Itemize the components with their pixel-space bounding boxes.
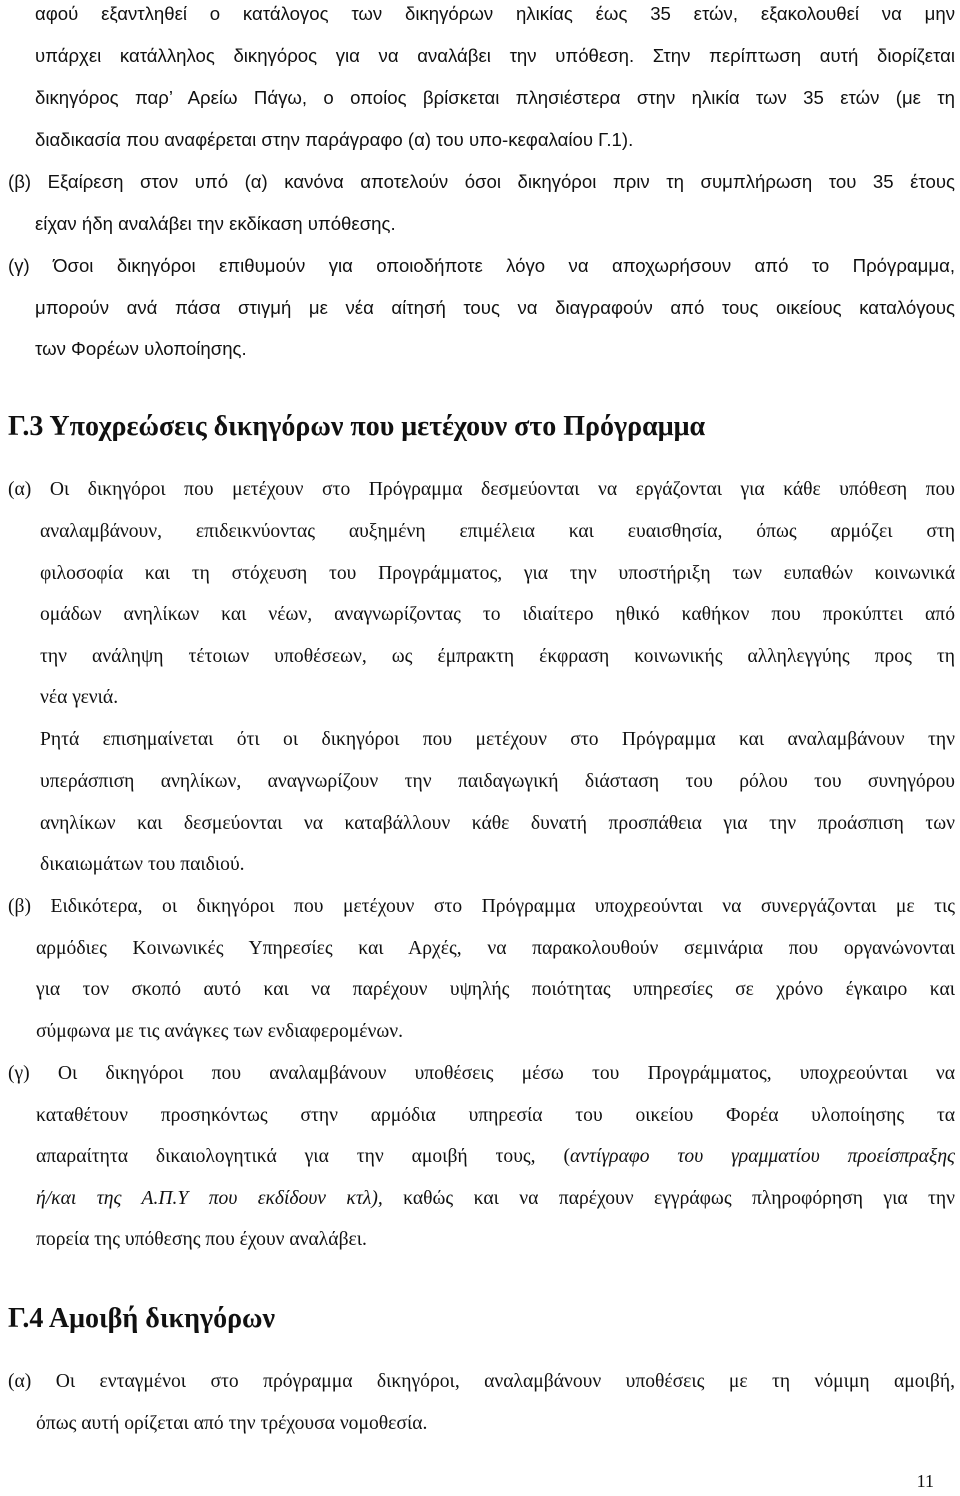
intro-line-3: δικηγόρος παρ’ Αρείω Πάγω, ο οποίος βρίσκεται πλησιέστερα στην ηλικία των 35 ετών (με τη [35, 87, 955, 108]
intro-line-2: υπάρχει κατάλληλος δικηγόρος για να αναλάβει την υπόθεση. Στην περίπτωση αυτή διορίζεται [35, 45, 955, 66]
g4-a-line-1: (α) Οι ενταγμένοι στο πρόγραμμα δικηγόροι, αναλαμβάνουν υποθέσεις με τη νόμιμη αμοιβή, [8, 1371, 955, 1392]
g3-b-line-4: σύμφωνα με τις ανάγκες των ενδιαφερομένων. [36, 1021, 403, 1042]
g3-a-line-4: ομάδων ανηλίκων και νέων, αναγνωρίζοντας το ιδιαίτερο ηθικό καθήκον που προκύπτει από [40, 604, 955, 625]
g3-c-line-4 [36, 1187, 955, 1211]
g3-c-line-4-text: καθώς και να παρέχουν εγγράφως πληροφόρηση για την [382, 1188, 956, 1209]
g3-b-line-3: για τον σκοπό αυτό και να παρέχουν υψηλής ποιότητας υπηρεσίες σε χρόνο έγκαιρο και [36, 979, 955, 1000]
g3-a-line-5: την ανάληψη τέτοιων υποθέσεων, ως έμπρακτη έκφραση κοινωνικής αλληλεγγύης προς τη [40, 646, 955, 667]
para-c-line-1: (γ) Όσοι δικηγόροι επιθυμούν για οποιοδήποτε λόγο να αποχωρήσουν από το Πρόγραμμα, [8, 255, 955, 276]
intro-line-1: αφού εξαντληθεί ο κατάλογος των δικηγόρων ηλικίας έως 35 ετών, εξακολουθεί να μην [35, 3, 955, 24]
section-g3-title: Γ.3 Υποχρεώσεις δικηγόρων που μετέχουν στο Πρόγραμμα [8, 411, 706, 442]
g3-b-line-1: (β) Ειδικότερα, οι δικηγόροι που μετέχουν στο Πρόγραμμα υποχρεούνται να συνεργάζονται με τις [8, 896, 955, 917]
g3-c-line-2: καταθέτουν προσηκόντως στην αρμόδια υπηρεσία του οικείου Φορέα υλοποίησης τα [36, 1105, 955, 1126]
g3-c-line-3 [36, 1145, 955, 1169]
para-c-line-3: των Φορέων υλοποίησης. [35, 338, 247, 359]
para-b-line-2: είχαν ήδη αναλάβει την εκδίκαση υπόθεσης. [35, 213, 396, 234]
g3-a2-line-1: Ρητά επισημαίνεται ότι οι δικηγόροι που μετέχουν στο Πρόγραμμα και αναλαμβάνουν την [40, 729, 955, 750]
g3-c-line-5: πορεία της υπόθεσης που έχουν αναλάβει. [36, 1229, 367, 1250]
g3-c-italic-2: ή/και της Α.Π.Υ που εκδίδουν κτλ), [36, 1188, 383, 1209]
g3-a-line-2: αναλαμβάνουν, επιδεικνύοντας αυξημένη επιμέλεια και ευαισθησία, όπως αρμόζει στη [40, 521, 955, 542]
g3-a-line-3: φιλοσοφία και τη στόχευση του Προγράμματος, για την υποστήριξη των ευπαθών κοινωνικά [40, 563, 955, 584]
g3-c-italic-1: αντίγραφο του γραμματίου προείσπραξης [570, 1146, 955, 1167]
g3-a-line-1: (α) Οι δικηγόροι που μετέχουν στο Πρόγραμμα δεσμεύονται να εργάζονται για κάθε υπόθεση που [8, 479, 955, 500]
g4-a-line-2: όπως αυτή ορίζεται από την τρέχουσα νομοθεσία. [36, 1413, 428, 1434]
intro-line-4: διαδικασία που αναφέρεται στην παράγραφο (α) του υπο-κεφαλαίου Γ.1). [35, 129, 634, 150]
g3-b-line-2: αρμόδιες Κοινωνικές Υπηρεσίες και Αρχές, να παρακολουθούν σεμινάρια που οργανώνονται [36, 938, 955, 959]
section-g4-title: Γ.4 Αμοιβή δικηγόρων [8, 1303, 276, 1334]
g3-a2-line-2: υπεράσπιση ανηλίκων, αναγνωρίζουν την παιδαγωγική διάσταση του ρόλου του συνηγόρου [40, 771, 955, 792]
g3-c-line-1: (γ) Οι δικηγόροι που αναλαμβάνουν υποθέσεις μέσω του Προγράμματος, υποχρεούνται να [8, 1063, 955, 1084]
page-number: 11 [916, 1471, 934, 1491]
g3-a-line-6: νέα γενιά. [40, 687, 119, 708]
g3-a2-line-4: δικαιωμάτων του παιδιού. [40, 854, 245, 875]
g3-a2-line-3: ανηλίκων και δεσμεύονται να καταβάλλουν κάθε δυνατή προσπάθεια για την προάσπιση των [40, 813, 955, 834]
para-c-line-2: μπορούν ανά πάσα στιγμή με νέα αίτησή τους να διαγραφούν από τους οικείους καταλόγους [35, 297, 955, 318]
para-b-line-1: (β) Εξαίρεση στον υπό (α) κανόνα αποτελούν όσοι δικηγόροι πριν τη συμπλήρωση του 35 έτους [8, 171, 955, 192]
g3-c-line-3-text: απαραίτητα δικαιολογητικά για την αμοιβή τους, ( [36, 1146, 570, 1167]
